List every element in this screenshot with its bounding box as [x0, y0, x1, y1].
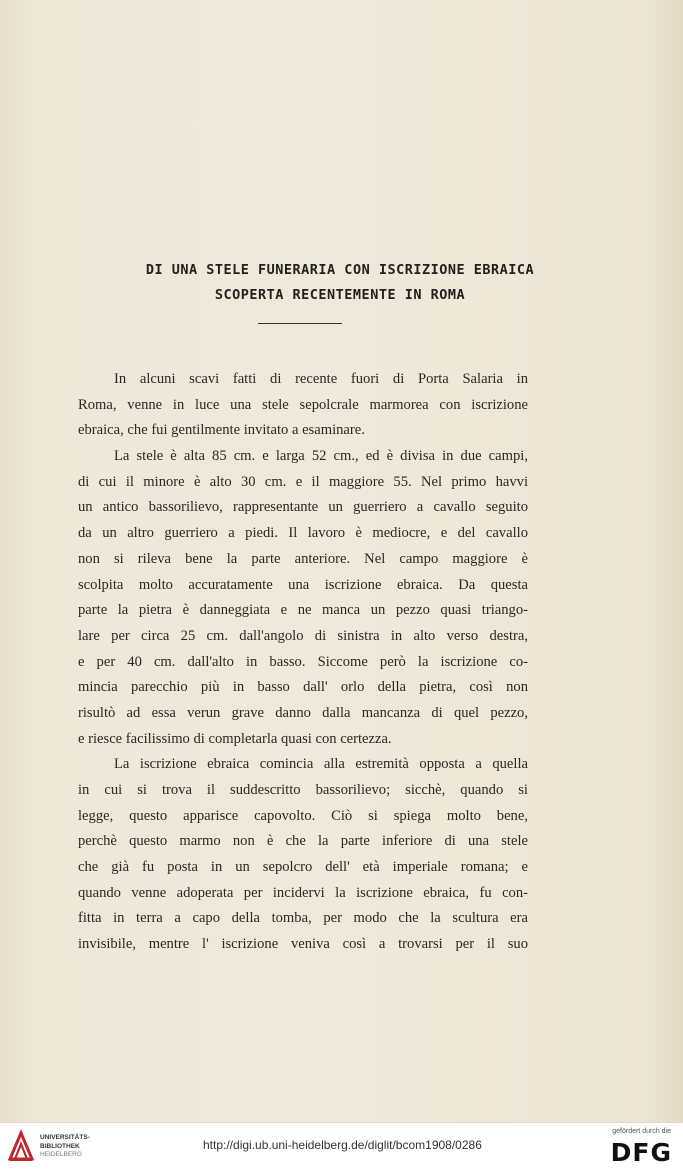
text-line: La stele è alta 85 cm. e larga 52 cm., ed è divisa in due campi, — [114, 448, 528, 465]
text-line: e per 40 cm. dall'alto in basso. Siccome però la iscrizione co- — [78, 653, 528, 670]
text-line: un antico bassorilievo, rappresentante un guerriero a cavallo seguito — [78, 499, 528, 516]
library-line-2: BIBLIOTHEK — [40, 1142, 80, 1150]
title-line-2: SCOPERTA RECENTEMENTE IN ROMA — [214, 287, 466, 303]
library-line-1: UNIVERSITÄTS- — [40, 1134, 90, 1141]
text-line: ebraica, che fui gentilmente invitato a esaminare. — [78, 422, 365, 439]
sponsor-note: gefördert durch die — [612, 1128, 671, 1135]
text-line: In alcuni scavi fatti di recente fuori di Porta Salaria in — [114, 371, 528, 387]
text-line: lare per circa 25 cm. dall'angolo di sinistra in alto verso destra, — [78, 627, 528, 644]
text-line: di cui il minore è alto 30 cm. e il maggiore 55. Nel primo havvi — [78, 473, 528, 490]
library-line-3: HEIDELBERG — [40, 1151, 82, 1158]
text-line: quando venne adoperata per incidervi la iscrizione ebraica, fu con- — [78, 884, 528, 901]
text-line: invisibile, mentre l' iscrizione veniva così a trovarsi per il suo — [78, 936, 528, 953]
text-line: perchè questo marmo non è che la parte inferiore di una stele — [78, 833, 528, 850]
title-divider — [258, 323, 342, 324]
text-line: Roma, venne in luce una stele sepolcrale marmorea con iscrizione — [78, 396, 528, 413]
dfg-logo: DFG — [610, 1138, 672, 1167]
text-line: non si rileva bene la parte anteriore. Nel campo maggiore è — [78, 550, 528, 567]
text-line: e riesce facilissimo di completarla quasi con certezza. — [78, 730, 392, 747]
text-line: mincia parecchio più in basso dall' orlo della pietra, così non — [78, 679, 528, 696]
text-line: scolpita molto accuratamente una iscrizione ebraica. Da questa — [78, 576, 528, 593]
text-line: risultò ad essa verun grave danno dalla mancanza di quel pezzo, — [78, 704, 528, 721]
text-line: fitta in terra a capo della tomba, per modo che la scultura era — [78, 910, 528, 927]
text-line: legge, questo apparisce capovolto. Ciò si spiega molto bene, — [78, 807, 528, 824]
viewer-footer — [0, 1122, 683, 1170]
university-library-logo-icon — [8, 1129, 34, 1163]
text-line: da un altro guerriero a piedi. Il lavoro è mediocre, e del cavallo — [78, 525, 528, 542]
permalink-url[interactable]: http://digi.ub.uni-heidelberg.de/diglit/bcom1908/0286 — [203, 1138, 482, 1152]
library-name — [40, 1134, 90, 1160]
body-text — [78, 367, 528, 958]
text-line: parte la pietra è danneggiata e ne manca un pezzo quasi triango- — [78, 602, 528, 619]
text-line: La iscrizione ebraica comincia alla estremità opposta a quella — [114, 756, 528, 773]
text-line: in cui si trova il suddescritto bassorilievo; sicchè, quando si — [78, 782, 528, 798]
text-line: che già fu posta in un sepolcro dell' età imperiale romana; e — [78, 859, 528, 876]
title-line-1: DI UNA STELE FUNERARIA CON ISCRIZIONE EBRAICA — [145, 262, 535, 278]
